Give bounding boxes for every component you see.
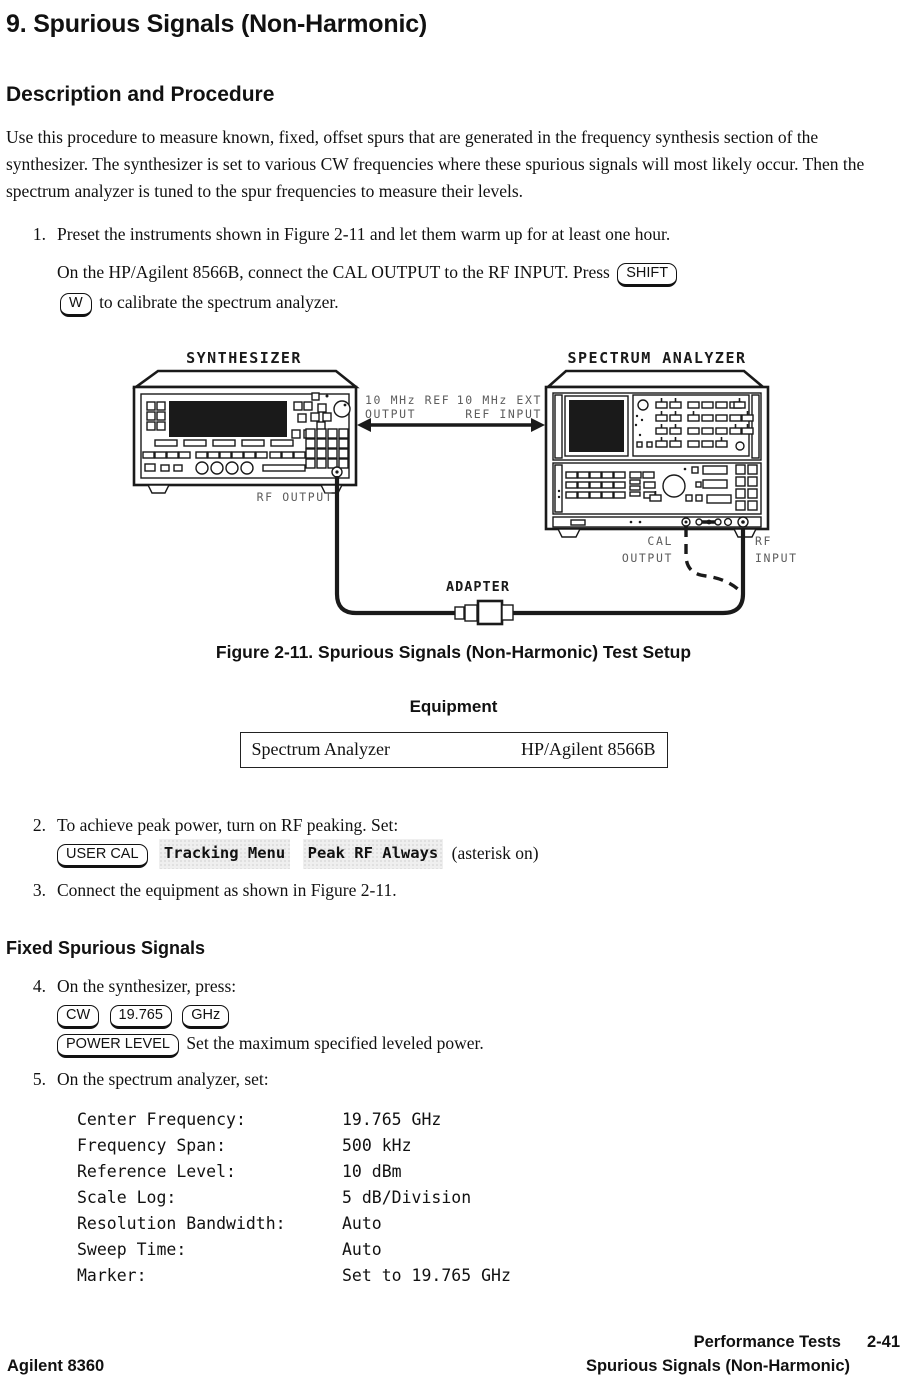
adapter-label: ADAPTER [446, 579, 510, 595]
step-1 [6, 221, 901, 248]
setting-label: Marker: [77, 1266, 147, 1285]
footer-section: Spurious Signals (Non-Harmonic) [585, 1357, 850, 1375]
synthesizer-drawing [134, 371, 356, 493]
step-3-text: Connect the equipment as shown in Figure 2-11. [57, 880, 397, 900]
setting-label: Reference Level: [77, 1162, 236, 1181]
step-2 [6, 812, 901, 869]
rf-output-cable-label: RF OUTPUT [256, 490, 334, 504]
synthesizer-label: SYNTHESIZER [186, 349, 302, 367]
step-2-suffix: (asterisk on) [451, 843, 539, 863]
footer-chapter-name: Performance Tests [693, 1333, 841, 1351]
frequency-value-key: 19.765 [110, 1005, 172, 1029]
peak-rf-always-softkey: Peak RF Always [303, 839, 444, 869]
footer-model: Agilent 8360 [7, 1357, 105, 1375]
setting-row [77, 1133, 901, 1159]
setting-row [77, 1185, 901, 1211]
setting-value: 19.765 GHz [342, 1110, 442, 1129]
power-level-key: POWER LEVEL [57, 1034, 179, 1058]
setting-label: Frequency Span: [77, 1136, 227, 1155]
ext-ref-label-line1: 10 MHz EXT [456, 393, 542, 407]
tracking-menu-softkey: Tracking Menu [159, 839, 290, 869]
step-1-subparagraph [57, 257, 901, 317]
figure-2-11 [6, 343, 901, 663]
setting-value: Set to 19.765 GHz [342, 1266, 511, 1285]
setting-label: Sweep Time: [77, 1240, 187, 1259]
equipment-table [240, 732, 668, 768]
ghz-key: GHz [182, 1005, 229, 1029]
section-heading: Description and Procedure [6, 83, 275, 106]
step-4-power-text: Set the maximum specified leveled power. [186, 1033, 484, 1053]
step-4 [6, 973, 901, 1058]
step-2-text: To achieve peak power, turn on RF peaking. Set: [57, 815, 399, 835]
step-5-number: 5. [32, 1069, 46, 1089]
cw-key: CW [57, 1005, 99, 1029]
setting-row [77, 1211, 901, 1237]
analyzer-settings-list [77, 1107, 901, 1289]
step-4-number: 4. [32, 976, 46, 996]
setting-label: Resolution Bandwidth: [77, 1214, 286, 1233]
rf-input-label-line2: INPUT [755, 551, 798, 565]
step-5 [6, 1066, 901, 1093]
cal-output-label-line1: CAL [647, 534, 673, 548]
user-cal-key: USER CAL [57, 844, 148, 868]
cal-output-label-line2: OUTPUT [621, 551, 673, 565]
footer-page-number: 2-41 [866, 1333, 900, 1351]
setting-value: 500 kHz [342, 1136, 412, 1155]
setting-row [77, 1263, 901, 1289]
setting-value: Auto [342, 1214, 382, 1233]
setting-label: Scale Log: [77, 1188, 177, 1207]
setting-row [77, 1237, 901, 1263]
step-1-text: Preset the instruments shown in Figure 2-11 and let them warm up for at least one hour. [57, 224, 671, 244]
footer-chapter [694, 1333, 900, 1351]
test-setup-diagram [6, 343, 901, 635]
setting-value: 5 dB/Division [342, 1188, 472, 1207]
step-3-number: 3. [32, 880, 46, 900]
figure-caption: Figure 2-11. Spurious Signals (Non-Harmonic) Test Setup [215, 642, 692, 662]
adapter-graphic [446, 579, 513, 624]
step-3 [6, 877, 901, 904]
w-key: W [60, 293, 92, 317]
step-2-number: 2. [32, 815, 46, 835]
equipment-model: HP/Agilent 8566B [520, 739, 656, 759]
equipment-row [241, 733, 667, 767]
fixed-spurious-heading: Fixed Spurious Signals [6, 938, 206, 958]
step-1-sub-post: to calibrate the spectrum analyzer. [99, 292, 339, 312]
equipment-item: Spectrum Analyzer [251, 739, 390, 759]
setting-row [77, 1107, 901, 1133]
ref-output-label-line2: OUTPUT [365, 407, 417, 421]
step-4-text: On the synthesizer, press: [57, 976, 237, 996]
page-title: 9. Spurious Signals (Non-Harmonic) [6, 10, 428, 38]
setting-label: Center Frequency: [77, 1110, 246, 1129]
page-footer [7, 1330, 900, 1378]
setting-value: 10 dBm [342, 1162, 402, 1181]
setting-value: Auto [342, 1240, 382, 1259]
step-1-sub-pre: On the HP/Agilent 8566B, connect the CAL OUTPUT to the RF INPUT. Press [57, 262, 610, 282]
shift-key: SHIFT [617, 263, 677, 287]
equipment-heading: Equipment [409, 697, 498, 716]
rf-input-label-line1: RF [755, 534, 773, 548]
ref-output-label-line1: 10 MHz REF [365, 393, 451, 407]
setting-row [77, 1159, 901, 1185]
step-1-number: 1. [32, 224, 46, 244]
intro-paragraph: Use this procedure to measure known, fixed, offset spurs that are generated in the frequency synthesis section of the synthesizer. The synthesizer is set to various CW frequencies where these spurious signals will most likely occur. Then the spectrum analyzer is tuned to the spur frequencies to measure their levels. [6, 127, 865, 201]
cal-cable [686, 527, 741, 592]
spectrum-analyzer-drawing [546, 371, 768, 537]
spectrum-analyzer-label: SPECTRUM ANALYZER [567, 349, 747, 367]
step-5-text: On the spectrum analyzer, set: [57, 1069, 269, 1089]
ext-ref-label-line2: REF INPUT [465, 407, 542, 421]
